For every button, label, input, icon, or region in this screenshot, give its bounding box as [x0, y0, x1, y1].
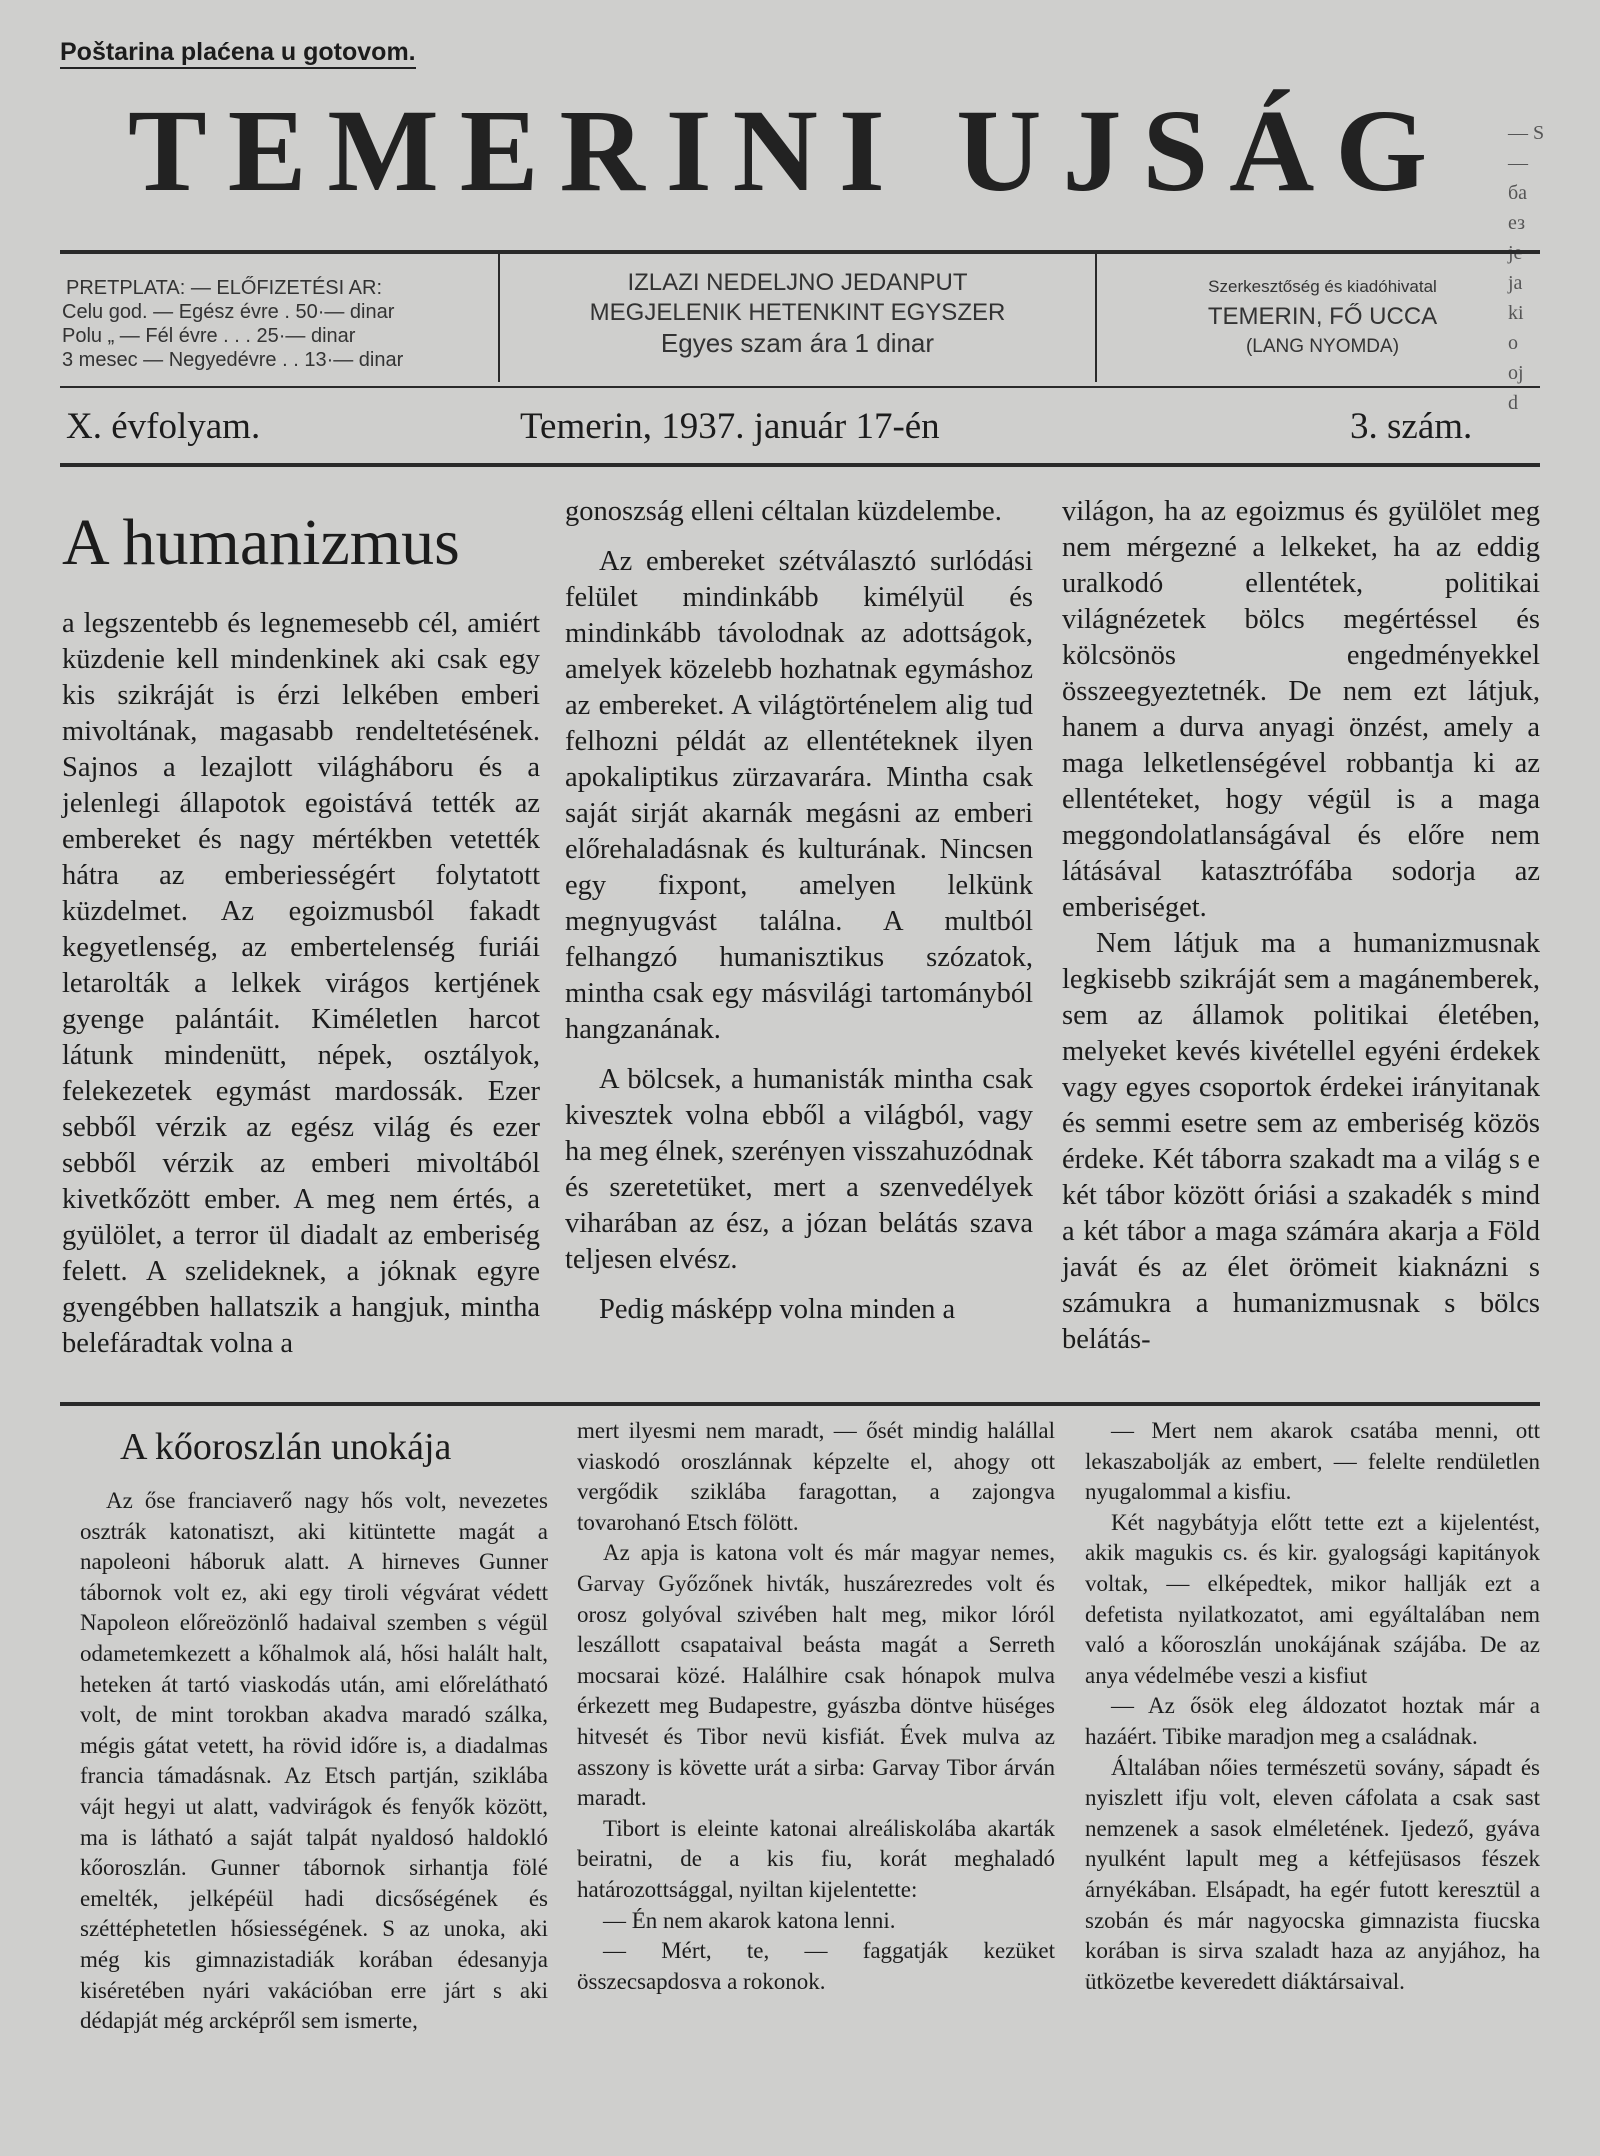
article-paragraph: Általában nőies természetü sovány, sápadt és nyiszlett ifju volt, eleven cáfolata a csak sast nemzenek a sasok elméletének. Ijedező, gyáva nyulként lapult meg a kétfejüsasos fészek árnyékában. Elsápadt, ha egér futott keresztül a szobán és már nagyocska gimnazista fiucska korában is sirva szaladt haza az anyjához, ha ütközetbe keveredett diáktársaival.: [1085, 1754, 1540, 1994]
margin-fragment: ја: [1508, 272, 1523, 294]
margin-fragment: ki: [1508, 302, 1524, 324]
header-divider: [498, 254, 500, 382]
margin-fragments: [1508, 118, 1548, 418]
header-mid-rule: [60, 386, 1540, 388]
office-box: [1105, 272, 1540, 362]
place-date: Temerin, 1937. január 17-én: [520, 406, 940, 447]
margin-fragment: ба: [1508, 182, 1528, 204]
article1-headline: A humanizmus: [62, 506, 460, 579]
article-paragraph: Nem látjuk ma a humanizmusnak legkisebb szikráját sem a magánemberek, sem az államok politikai életében, melyeket kevés kivétellel egyéni érdekek vagy egyes csoportok érdekei irányitanak és semmi esetre sem az emberiség közös érdeke. Két táborra szakadt ma a világ s e két tábor között óriási a szakadék s mind a két tábor a maga számára akarja a Föld javát és az élet örömeit kiaknázni s számukra a humanizmusnak s bölcs belátás-: [1062, 928, 1540, 1355]
article-paragraph: — Az ősök eleg áldozatot hoztak már a hazáért. Tibike maradjon meg a családnak.: [1085, 1693, 1540, 1749]
article2-column3: [1085, 1416, 1540, 1997]
article-paragraph: A bölcsek, a humanisták mintha csak kivesztek volna ebből a világból, vagy ha meg élnek, szerényen visszahuzódnak és szeretetüket, mert a szenvedélyek viharában az ész, a józan belátás szava teljesen elvész.: [565, 1064, 1033, 1275]
header-divider: [1095, 254, 1097, 382]
article-paragraph: — Mert nem akarok csatába menni, ott lekaszabolják az embert, — felelte rendületlen nyugalommal a kisfiu.: [1085, 1418, 1540, 1505]
article-separator: [60, 1402, 1540, 1406]
office-printer: (LANG NYOMDA): [1245, 336, 1400, 357]
article-paragraph: — Én nem akarok katona lenni.: [603, 1907, 896, 1933]
header-bottom-rule: [60, 463, 1540, 467]
margin-fragment: oj: [1508, 362, 1524, 384]
publication-price: Egyes szam ára 1 dinar: [660, 328, 935, 358]
subscription-heading: PRETPLATA: — ELŐFIZETÉSI AR:: [66, 277, 382, 299]
article-paragraph: Az őse franciaverő nagy hős volt, nevezetes osztrák katonatiszt, aki kitüntette magát a napoleoni háboruk alatt. A hirneves Gunner tábornok volt ez, aki egy tiroli végvárat védett Napoleon előreözönlő hadaival szemben s végül odametemkezett a kőhalmok alá, hősi halált halt, heteken át tartó viaskodás után, ami előrelátható volt, de mint torokban akadva maradó szálka, mégis gátat vetett, ha rövid időre is, a diadalmas francia támadásnak. Az Etsch partján, sziklába vájt hegyi ut alatt, vadvirágok és fenyők között, ma is látható a saját talpát nyaldosó haldokló kőoroszlán. Gunner tábornok sirhantja fölé emelték, jelképéül hadi dicsőségének és széttéphetetlen hősiességének. S az unoka, aki még kis gimnazistadiák korában édesanyja kiséretében nyári vakációban erre járt s aki dédapját még arcképről sem ismerte,: [80, 1488, 548, 2034]
article-paragraph: Pedig másképp volna minden a: [599, 1294, 956, 1325]
postal-note: Poštarina plaćena u gotovom.: [60, 38, 416, 69]
article-paragraph: Tibort is eleinte katonai alreáliskolába akarták beiratni, de a kis fiu, korát meghaladó határozottsággal, nyiltan kijelentette:: [577, 1815, 1055, 1902]
subscription-line: Celu god. — Egész évre . 50·— dinar: [62, 301, 395, 323]
article1-column1: [62, 506, 540, 1362]
office-address: TEMERIN, FŐ UCCA: [1207, 303, 1438, 330]
issue-info-bar: [60, 405, 1540, 465]
article-paragraph: világon, ha az egoizmus és gyülölet meg nem mérgezné a lelkeket, ha az eddig uralkodó ellentétek, politikai világnézetek bölcs megértéssel és kölcsönös engedményekkel összeegyeztetnék. De nem ezt látjuk, hanem a durva anyagi önzést, amely a maga lelketlenségével robbantja ki az ellentéteket, hogy végül is a maga meggondolatlanságával és előre nem látásával katasztrófába sodorja az emberiséget.: [1062, 496, 1540, 923]
margin-fragment: d: [1508, 392, 1518, 414]
volume-label: X. évfolyam.: [66, 406, 261, 447]
issue-number: 3. szám.: [1350, 406, 1473, 447]
article1-column3: [1062, 494, 1540, 1358]
article-paragraph: mert ilyesmi nem maradt, — ősét mindig halállal viaskodó oroszlánnak képzelte el, ahogy ott vergődik sziklába faragottan, a zajongva tovarohanó Etsch fölött.: [577, 1418, 1055, 1535]
office-line: Szerkesztőség és kiadóhivatal: [1208, 277, 1437, 296]
header-top-rule: [60, 250, 1540, 254]
publication-line: MEGJELENIK HETENKINT EGYSZER: [589, 299, 1006, 326]
article-paragraph: Két nagybátyja előtt tette ezt a kijelentést, akik magukis cs. és kir. gyalogsági kapitányok voltak, — elképedtek, mikor hallják ezt a defetista nyilatkozatot, ami egyáltalában nem való a kőoroszlán unokájának szájába. De az anya védelmébe veszi a kisfiut: [1085, 1509, 1540, 1688]
publication-line: IZLAZI NEDELJNO JEDANPUT: [627, 269, 968, 296]
article2-column2: [577, 1416, 1055, 1997]
publication-box: [510, 268, 1085, 358]
margin-fragment: —: [1508, 152, 1528, 174]
article-paragraph: gonoszság elleni céltalan küzdelembe.: [565, 496, 1002, 527]
margin-fragment: o: [1508, 332, 1518, 354]
margin-fragment: ез: [1508, 212, 1526, 234]
subscription-box: [62, 276, 482, 372]
article-paragraph: a legszentebb és legnemesebb cél, amiért küzdenie kell mindenkinek aki csak egy kis szikráját is érzi lelkében emberi mivoltának, magasabb rendeltetésének. Sajnos a lezajlott világháboru és a jelenlegi állapotok egoistává tették az embereket és nagy mértékben vetették hátra az emberiességért folytatott küzdelmet. Az egoizmusból fakadt kegyetlenség, az embertelenség furiái letarolták a lelkek virágos kertjének gyenge palántáit. Kiméletlen harcot látunk mindenütt, népek, osztályok, felekezetek egymást mardossák. Ezer sebből vérzik az egész világ és ezer sebből vérzik az emberi mivoltából kivetkőzött ember. A meg nem értés, a gyülölet, a terror ül diadalt az emberiség felett. A szelideknek, a jóknak egyre gyengébben hallatszik a hangjuk, mintha belefáradtak volna a: [62, 608, 540, 1359]
article-paragraph: — Mért, te, — faggatják kezüket összecsapdosva a rokonok.: [577, 1938, 1055, 1994]
article-paragraph: Az apja is katona volt és már magyar nemes, Garvay Győzőnek hivták, huszárezredes volt és orosz golyóval szivében halt meg, mikor lóról leszállott csapataival beásta magát a Serreth mocsarai közé. Halálhire csak hónapok mulva érkezett meg Budapestre, gyászba döntve hüséges hitvesét és Tibor nevü kisfiát. Évek mulva az asszony is követte urát a sirba: Garvay Tibor árván maradt.: [577, 1540, 1055, 1811]
article2-headline: A kőoroszlán unokája: [120, 1426, 452, 1468]
margin-fragment: — S: [1508, 122, 1545, 144]
article2-column1: [80, 1428, 548, 2037]
article-paragraph: Az embereket szétválasztó surlódási felület mindinkább kimélyül és mindinkább távolodnak az adottságok, amelyek közelebb hozhatnak egymáshoz az embereket. A világtörténelem alig tud felhozni példát az ellentéteknek ilyen apokaliptikus zürzavarára. Mintha csak saját sirját akarnák megásni az emberi előrehaladásnak és kulturának. Nincsen egy fixpont, amelyen lelkünk megnyugvást találna. A multból felhangzó humanisztikus szózatok, mintha csak egy másvilági tartományból hangzanának.: [565, 546, 1033, 1045]
subscription-line: 3 mesec — Negyedévre . . 13·— dinar: [62, 349, 404, 371]
subscription-line: Polu „ — Fél évre . . . 25·— dinar: [62, 325, 356, 347]
article1-column2: [565, 494, 1033, 1328]
masthead-title: TEMERINI UJSÁG: [128, 85, 1449, 216]
